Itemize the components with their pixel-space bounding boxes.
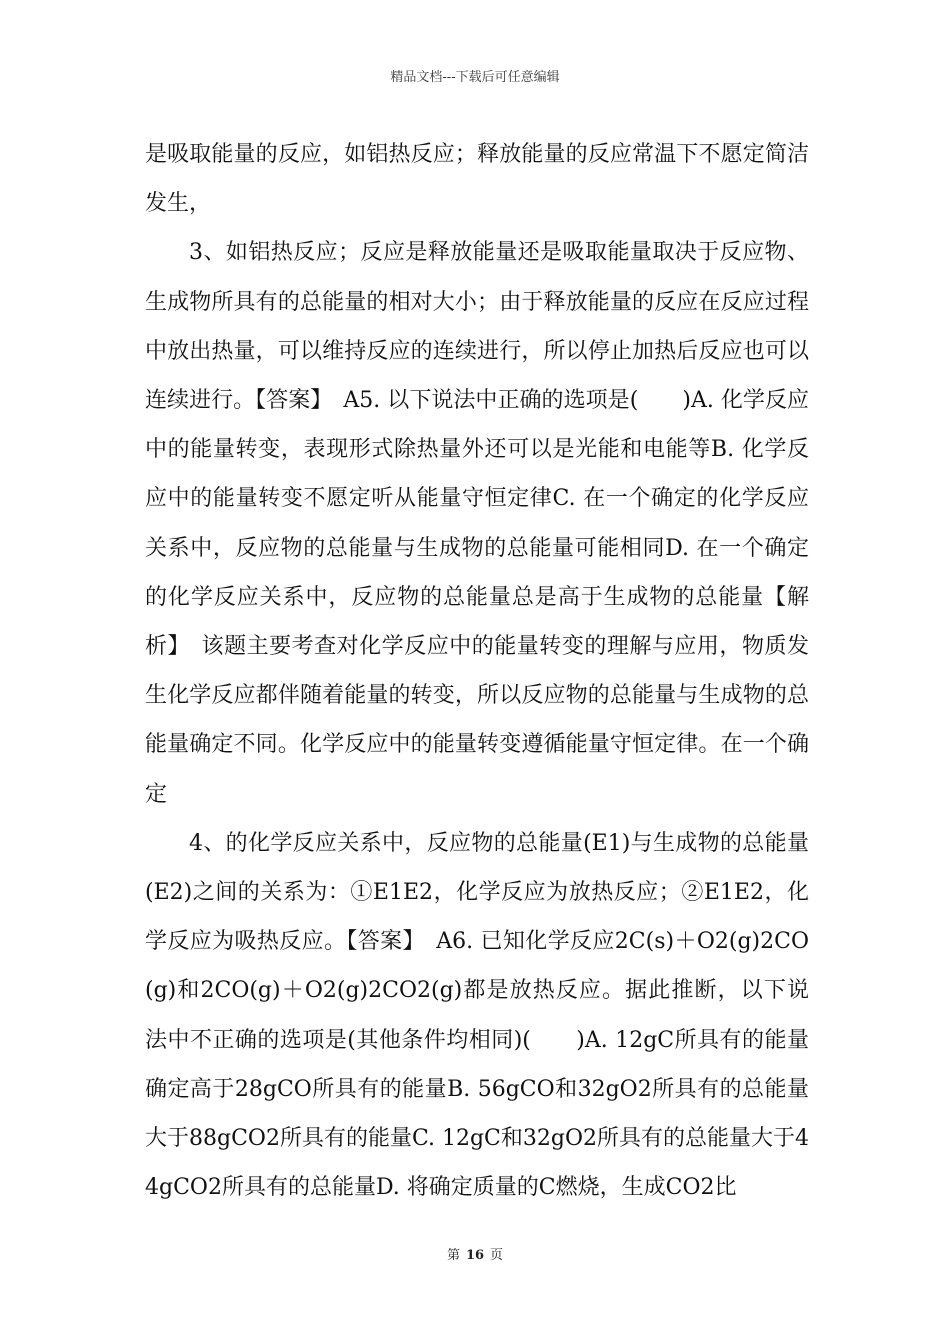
page-number: 16 <box>465 1248 485 1263</box>
paragraph-3: 4、的化学反应关系中，反应物的总能量(E1)与生成物的总能量(E2)之间的关系为：①E1E2，化学反应为放热反应；②E1E2，化学反应为吸热反应。【答案】 A6. 已知化学反应2C(s)＋O2(g)2CO(g)和2CO(g)＋O2(g)2CO2(g)都是放热反应。据此推断，以下说法中不正确的选项是(其他条件均相同)( )A. 12gC所具有的能量确定高于28gCO所具有的能量B. 56gCO和32gO2所具有的总能量大于88gCO2所具有的能量C. 12gC和32gO2所具有的总能量大于44gCO2所具有的总能量D. 将确定质量的C燃烧，生成CO2比 <box>145 830 809 1201</box>
page-footer <box>0 1244 950 1263</box>
footer-suffix: 页 <box>490 1248 504 1263</box>
paragraph-2: 3、如铝热反应；反应是释放能量还是吸取能量取决于反应物、生成物所具有的总能量的相对大小；由于释放能量的反应在反应过程中放出热量，可以维持反应的连续进行，所以停止加热后反应也可以连续进行。【答案】 A5. 以下说法中正确的选项是( )A. 化学反应中的能量转变，表现形式除热量外还可以是光能和电能等B. 化学反应中的能量转变不愿定听从能量守恒定律C. 在一个确定的化学反应关系中，反应物的总能量与生成物的总能量可能相同D. 在一个确定的化学反应关系中，反应物的总能量总是高于生成物的总能量【解析】 该题主要考查对化学反应中的能量转变的理解与应用，物质发生化学反应都伴随着能量的转变，所以反应物的总能量与生成物的总能量确定不同。化学反应中的能量转变遵循能量守恒定律。在一个确定 <box>145 240 809 807</box>
page-header: 精品文档---下载后可任意编辑 <box>390 70 560 85</box>
document-body <box>145 130 809 1212</box>
footer-prefix: 第 <box>446 1248 460 1263</box>
paragraph-1: 是吸取能量的反应，如铝热反应；释放能量的反应常温下不愿定简洁发生， <box>145 142 809 217</box>
